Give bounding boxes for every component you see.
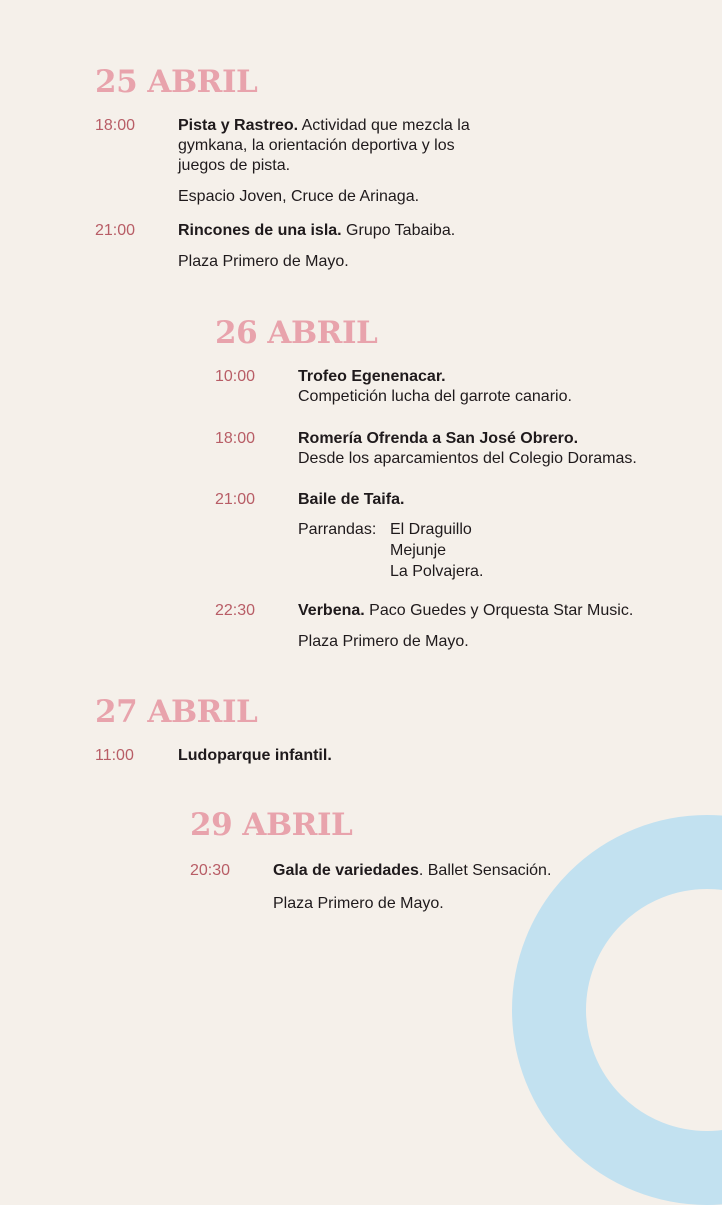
event-description-line: Desde los aparcamientos del Colegio Doramas. — [298, 450, 637, 467]
day-heading-26: 26 ABRIL — [215, 315, 378, 351]
parranda-item: El Draguillo — [390, 521, 472, 538]
event-title: Verbena. — [298, 602, 365, 619]
event-location: Plaza Primero de Mayo. — [273, 895, 444, 912]
day-heading-27: 27 ABRIL — [95, 694, 258, 730]
event-description — [298, 367, 446, 388]
event-title: Trofeo Egenenacar. — [298, 368, 446, 385]
event-time: 20:30 — [190, 862, 231, 879]
event-time: 10:00 — [215, 368, 256, 385]
event-description-line: Competición lucha del garrote canario. — [298, 388, 572, 405]
event-time: 11:00 — [95, 747, 134, 764]
event-location: Plaza Primero de Mayo. — [178, 253, 349, 270]
event-description — [178, 746, 332, 767]
parrandas-label: Parrandas: — [298, 521, 377, 538]
event-location: Plaza Primero de Mayo. — [298, 633, 469, 650]
event-title: Pista y Rastreo. — [178, 117, 299, 134]
parranda-item: Mejunje — [390, 542, 447, 559]
event-description-line: gymkana, la orientación deportiva y los — [178, 137, 455, 154]
event-location: Espacio Joven, Cruce de Arinaga. — [178, 188, 420, 205]
event-description — [298, 429, 578, 450]
day-heading-29: 29 ABRIL — [190, 807, 353, 843]
event-title: Romería Ofrenda a San José Obrero. — [298, 430, 579, 447]
day-heading-25: 25 ABRIL — [95, 64, 258, 100]
event-description: Gala de variedades. Ballet Sensación. — [273, 862, 552, 879]
event-description: Rincones de una isla. Grupo Tabaiba. — [178, 222, 456, 239]
event-time: 22:30 — [215, 602, 256, 619]
event-title: Ludoparque infantil. — [178, 747, 332, 764]
event-time: 21:00 — [95, 222, 136, 239]
event-time: 21:00 — [215, 491, 256, 508]
event-title: Baile de Taifa. — [298, 491, 405, 508]
event-time: 18:00 — [215, 430, 256, 447]
event-title: Gala de variedades — [273, 862, 419, 879]
event-description-line: juegos de pista. — [178, 157, 291, 174]
event-description: Verbena. Paco Guedes y Orquesta Star Music. — [298, 602, 634, 619]
event-title: Rincones de una isla. — [178, 222, 342, 239]
parranda-item: La Polvajera. — [390, 563, 484, 580]
event-description: Pista y Rastreo. Actividad que mezcla la — [178, 117, 470, 134]
event-description — [298, 490, 404, 511]
event-time: 18:00 — [95, 117, 136, 134]
